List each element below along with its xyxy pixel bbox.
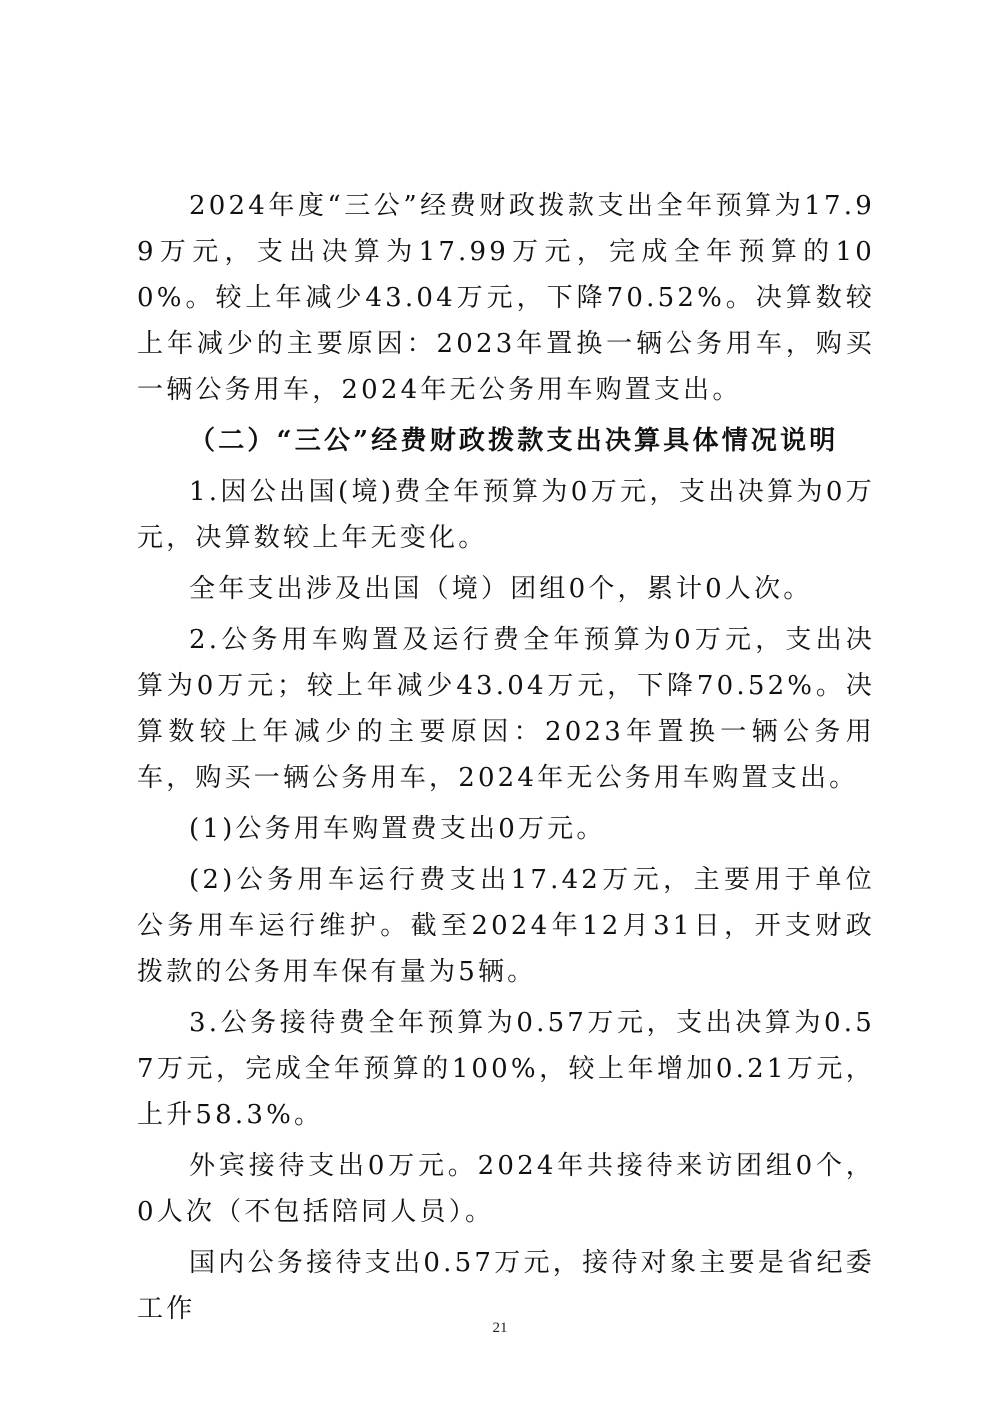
section-heading: （二）“三公”经费财政拨款支出决算具体情况说明 — [189, 426, 839, 456]
document-body — [137, 183, 875, 1332]
paragraph-overseas-groups: 全年支出涉及出国（境）团组0个，累计0人次。 — [189, 574, 813, 604]
paragraph-vehicle-purchase: (1)公务用车购置费支出0万元。 — [189, 814, 606, 844]
paragraph-reception-expenses: 3.公务接待费全年预算为0.57万元，支出决算为0.57万元，完成全年预算的100%，较上年增加0.21万元，上升58.3%。 — [137, 1008, 875, 1130]
paragraph-budget-summary: 2024年度“三公”经费财政拨款支出全年预算为17.99万元，支出决算为17.99万元，完成全年预算的100%。较上年减少43.04万元，下降70.52%。决算数较上年减少的主要原因：2023年置换一辆公务用车，购买一辆公务用车，2024年无公务用车购置支出。 — [137, 191, 875, 405]
paragraph-vehicle-expenses: 2.公务用车购置及运行费全年预算为0万元，支出决算为0万元；较上年减少43.04万元，下降70.52%。决算数较上年减少的主要原因：2023年置换一辆公务用车，购买一辆公务用车，2024年无公务用车购置支出。 — [137, 625, 875, 793]
paragraph-vehicle-operation: (2)公务用车运行费支出17.42万元，主要用于单位公务用车运行维护。截至2024年12月31日，开支财政拨款的公务用车保有量为5辆。 — [137, 865, 875, 987]
paragraph-foreign-reception: 外宾接待支出0万元。2024年共接待来访团组0个，0人次（不包括陪同人员）。 — [137, 1151, 875, 1227]
paragraph-overseas-expenses: 1.因公出国(境)费全年预算为0万元，支出决算为0万元，决算数较上年无变化。 — [137, 477, 875, 553]
paragraph-domestic-reception: 国内公务接待支出0.57万元，接待对象主要是省纪委工作 — [137, 1248, 875, 1324]
page-number: 21 — [492, 1320, 508, 1336]
